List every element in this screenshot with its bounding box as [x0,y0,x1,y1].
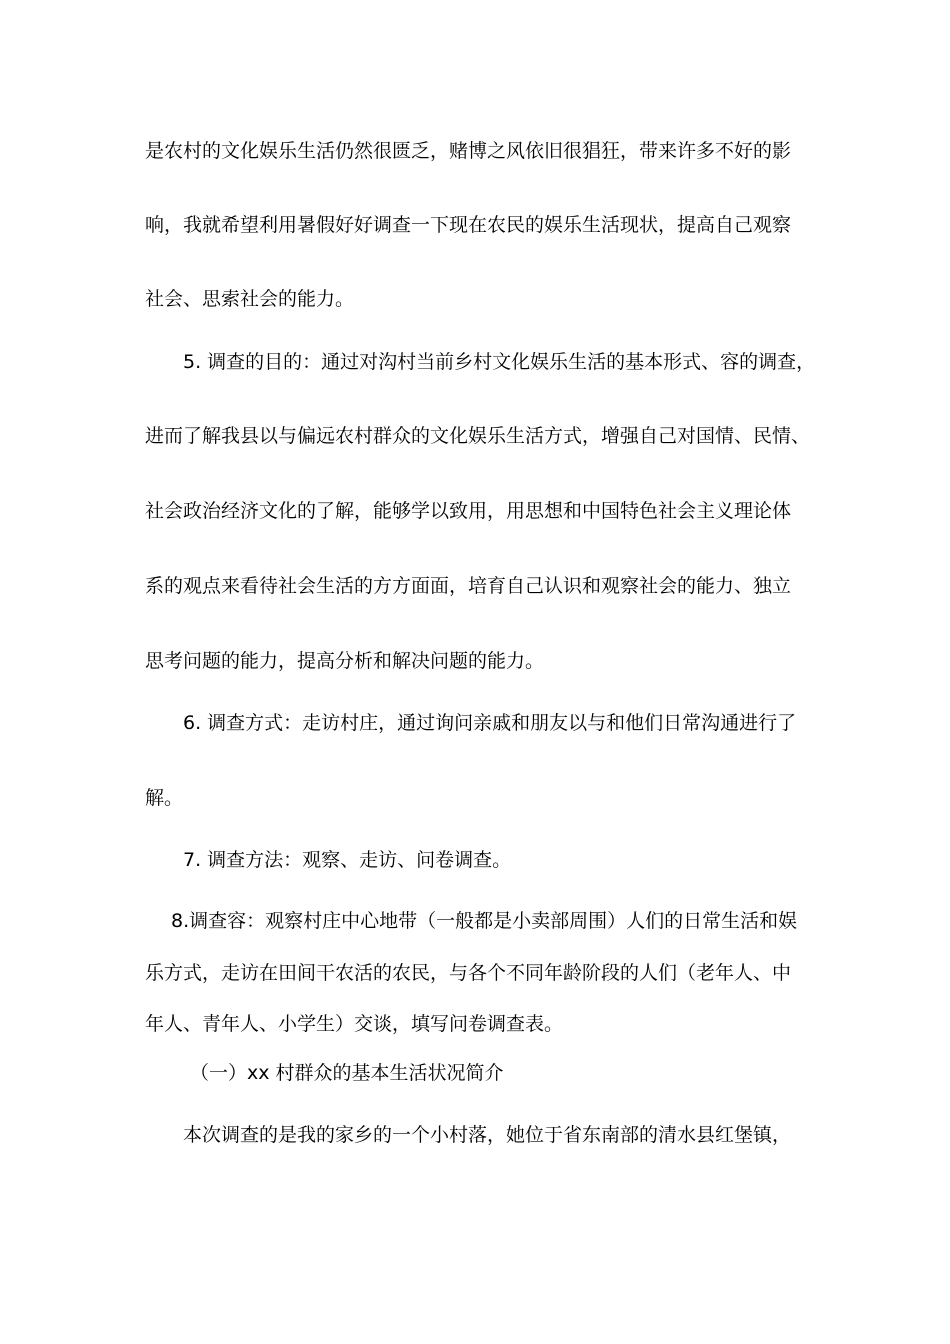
paragraph-line: 乐方式，走访在田间干农活的农民，与各个不同年龄阶段的人们（老年人、中 [145,962,792,984]
paragraph-line: 年人、青年人、小学生）交谈，填写问卷调查表。 [145,1013,564,1035]
paragraph-line: 进而了解我县以与偏远农村群众的文化娱乐生活方式，增强自己对国情、民情、 [145,425,811,447]
item-6-heading: 6. 调查方式：走访村庄，通过询问亲戚和朋友以与和他们日常沟通进行了 [183,712,797,734]
paragraph-line: 系的观点来看待社会生活的方方面面，培育自己认识和观察社会的能力、独立 [145,575,792,597]
item-7-heading: 7. 调查方法：观察、走访、问卷调查。 [183,849,512,871]
paragraph-line: 是农村的文化娱乐生活仍然很匮乏，赌博之风依旧很猖狂，带来许多不好的影 [145,140,792,162]
paragraph-line: 响，我就希望利用暑假好好调查一下现在农民的娱乐生活现状，提高自己观察 [145,214,792,236]
paragraph-line: 思考问题的能力，提高分析和解决问题的能力。 [145,650,545,672]
paragraph-line: 社会政治经济文化的了解，能够学以致用，用思想和中国特色社会主义理论体 [145,500,792,522]
paragraph-line: 解。 [145,787,184,809]
item-8-heading: 8.调查容：观察村庄中心地带（一般都是小卖部周围）人们的日常生活和娱 [171,910,798,932]
section-heading: （一）xx 村群众的基本生活状况简介 [190,1062,504,1084]
paragraph-line: 社会、思索社会的能力。 [145,288,355,310]
paragraph-line: 本次调查的是我的家乡的一个小村落，她位于省东南部的清水县红堡镇， [183,1124,792,1146]
item-5-heading: 5. 调查的目的：通过对沟村当前乡村文化娱乐生活的基本形式、容的调查， [183,351,816,373]
